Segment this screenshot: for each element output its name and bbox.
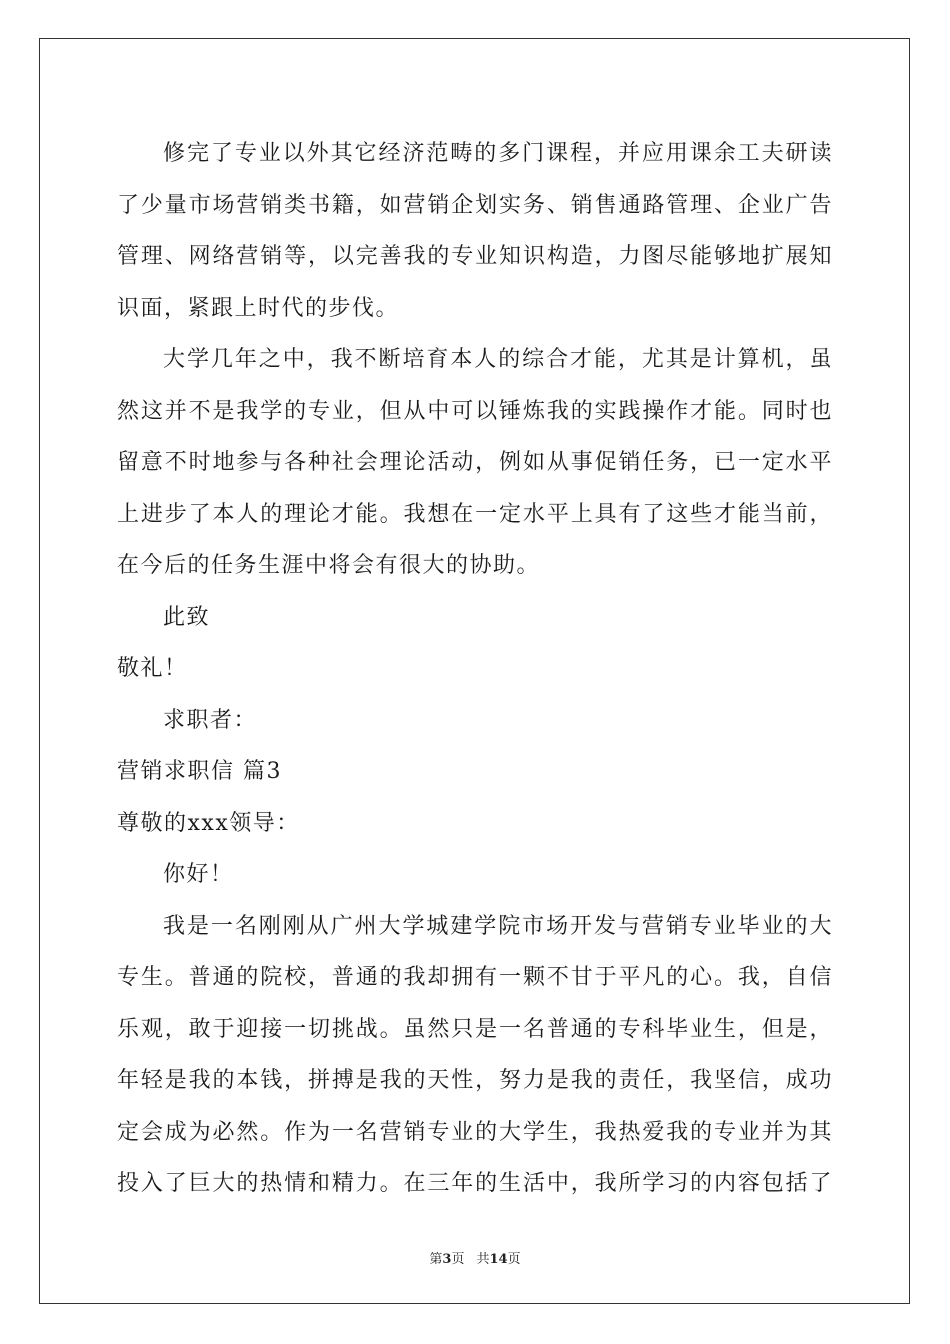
closing-greeting: 此致 xyxy=(163,604,211,630)
applicant-label: 求职者： xyxy=(163,707,258,733)
text-line: 我是一名刚刚从广州大学城建学院市场开发与营销专业毕业的大 xyxy=(163,913,833,939)
total-suffix: 页 xyxy=(507,1252,521,1267)
page-suffix: 页 xyxy=(451,1252,465,1267)
page-footer xyxy=(0,1248,950,1267)
text-line: 投入了巨大的热情和精力。在三年的生活中，我所学习的内容包括了 xyxy=(117,1171,833,1196)
page-current: 3 xyxy=(442,1252,452,1267)
text-line: 识面，紧跟上时代的步伐。 xyxy=(117,295,400,321)
text-line: 定会成为必然。作为一名营销专业的大学生，我热爱我的专业并为其 xyxy=(117,1119,833,1145)
greeting-line: 你好！ xyxy=(163,862,234,887)
text-line: 了少量市场营销类书籍，如营销企划实务、销售通路管理、企业广告 xyxy=(117,192,833,218)
total-prefix: 共 xyxy=(476,1252,490,1267)
text-line: 留意不时地参与各种社会理论活动，例如从事促销任务，已一定水平 xyxy=(117,450,833,475)
text-line: 修完了专业以外其它经济范畴的多门课程，并应用课余工夫研读 xyxy=(163,141,833,166)
text-line: 大学几年之中，我不断培育本人的综合才能，尤其是计算机，虽 xyxy=(163,347,833,372)
text-line: 专生。普通的院校，普通的我却拥有一颗不甘于平凡的心。我，自信 xyxy=(117,965,833,990)
document-body xyxy=(117,128,833,1210)
page-total: 14 xyxy=(489,1252,508,1267)
text-line: 然这并不是我学的专业，但从中可以锤炼我的实践操作才能。同时也 xyxy=(117,398,833,424)
text-line: 管理、网络营销等，以完善我的专业知识构造，力图尽能够地扩展知 xyxy=(117,244,833,269)
section-heading: 营销求职信 篇3 xyxy=(117,759,282,784)
addressee-line: 尊敬的xxx领导： xyxy=(117,810,300,836)
salutation-respect: 敬礼！ xyxy=(117,656,188,681)
page-prefix: 第 xyxy=(429,1252,443,1267)
text-line: 乐观，敢于迎接一切挑战。虽然只是一名普通的专科毕业生，但是， xyxy=(117,1016,833,1042)
text-line: 在今后的任务生涯中将会有很大的协助。 xyxy=(117,553,541,578)
text-line: 上进步了本人的理论才能。我想在一定水平上具有了这些才能当前， xyxy=(117,501,833,527)
text-line: 年轻是我的本钱，拼搏是我的天性，努力是我的责任，我坚信，成功 xyxy=(117,1068,833,1093)
